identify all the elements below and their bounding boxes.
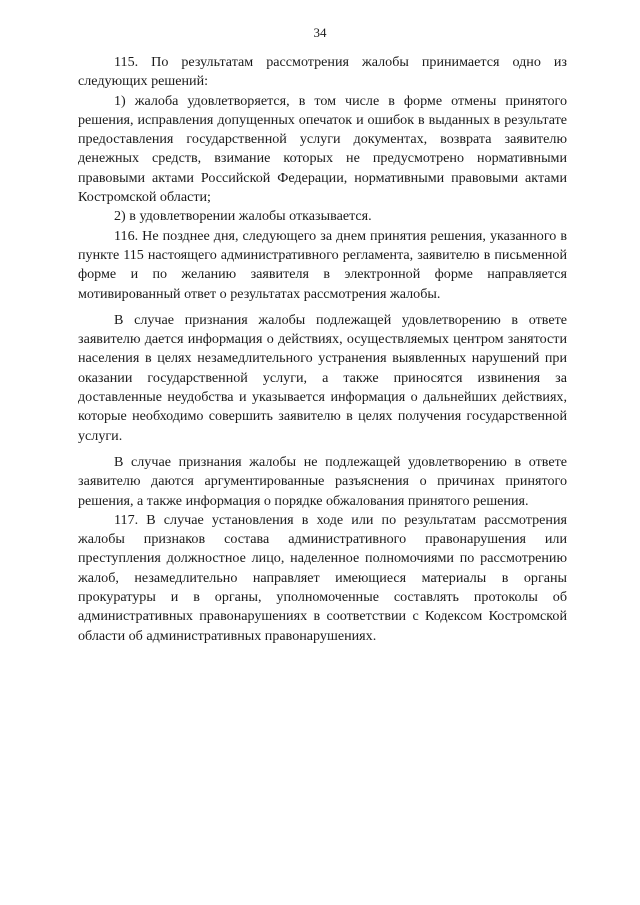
paragraph-116: 116. Не позднее дня, следующего за днем принятия решения, указанного в пункте 115 настоящего административного регламента, заявителю в письменной форме и по желанию заявителя в электронной форме направляется мотивированный ответ о результатах рассмотрения жалобы.	[78, 227, 567, 302]
paragraph-115-item-2: 2) в удовлетворении жалобы отказывается.	[114, 208, 372, 225]
paragraph-116-satisfied: В случае признания жалобы подлежащей удовлетворению в ответе заявителю дается информация о действиях, осуществляемых центром занятости населения в целях незамедлительного устранения выявленных нарушений при оказании государственной услуги, а также приносятся извинения за доставленные неудобства и указывается информация о дальнейших действиях, которые необходимо совершить заявителю в целях получения государственной услуги.	[78, 311, 567, 444]
paragraph-117: 117. В случае установления в ходе или по результатам рассмотрения жалобы признаков состава административного правонарушения или преступления должностное лицо, наделенное полномочиями по рассмотрению жалоб, незамедлительно направляет имеющиеся материалы в органы прокуратуры и в органы, уполномоченные составлять протоколы об административных правонарушениях в соответствии с Кодексом Костромской области об административных правонарушениях.	[78, 511, 567, 644]
document-body	[78, 53, 567, 646]
paragraph-116-rejected: В случае признания жалобы не подлежащей удовлетворению в ответе заявителю даются аргументированные разъяснения о причинах принятого решения, а также информация о порядке обжалования принятого решения.	[78, 453, 567, 509]
paragraph-115-item-1: 1) жалоба удовлетворяется, в том числе в форме отмены принятого решения, исправления допущенных опечаток и ошибок в выданных в результате предоставления государственной услуги документах, возврата заявителю денежных средств, взимание которых не предусмотрено нормативными правовыми актами Российской Федерации, нормативными правовыми актами Костромской области;	[78, 92, 567, 206]
paragraph-115: 115. По результатам рассмотрения жалобы принимается одно из следующих решений:	[78, 54, 567, 90]
page-number: 34	[313, 25, 327, 40]
